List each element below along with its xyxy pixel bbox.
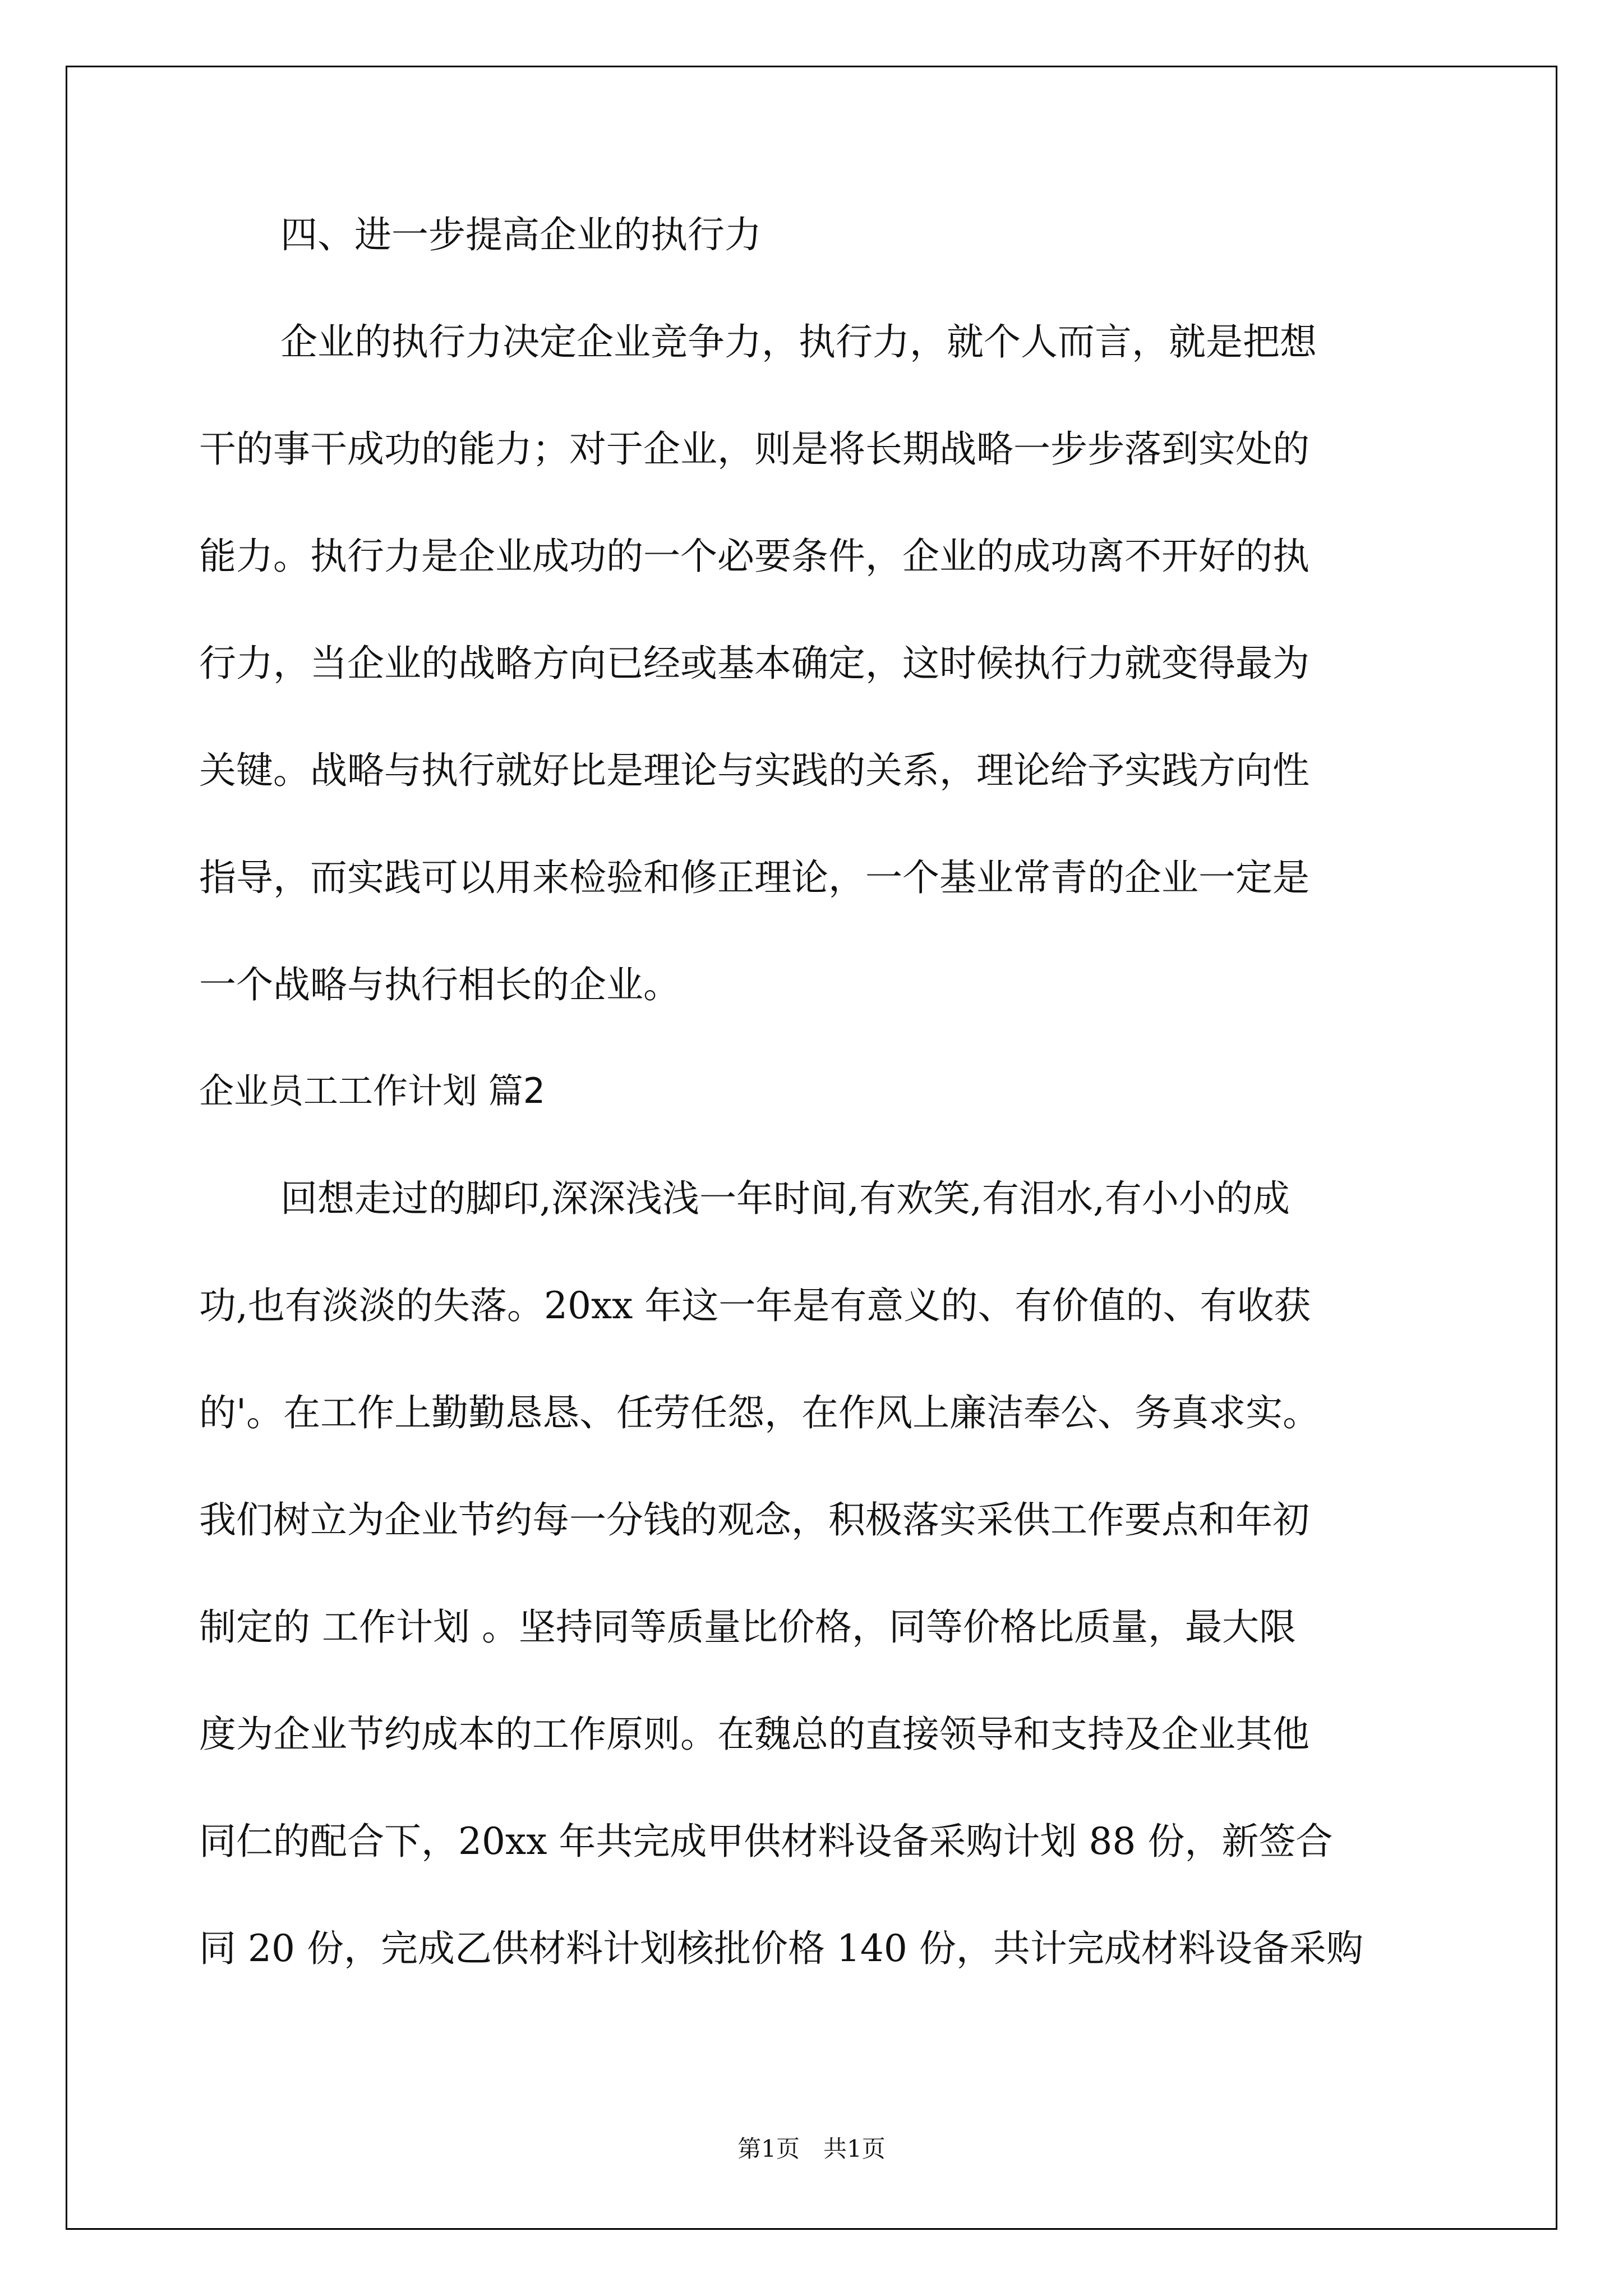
paragraph-line: 关键。战略与执行就好比是理论与实践的关系，理论给予实践方向性	[199, 749, 1310, 792]
paragraph-line: 的'。在工作上勤勤恳恳、任劳任怨，在作风上廉洁奉公、务真求实。	[199, 1391, 1320, 1434]
paragraph-line: 功,也有淡淡的失落。20xx 年这一年是有意义的、有价值的、有收获	[199, 1284, 1311, 1327]
heading: 四、进一步提高企业的执行力	[280, 213, 762, 256]
paragraph-line: 企业的执行力决定企业竞争力，执行力，就个人而言，就是把想	[280, 320, 1317, 364]
paragraph-line: 回想走过的脚印,深深浅浅一年时间,有欢笑,有泪水,有小小的成	[280, 1177, 1290, 1220]
paragraph-line: 制定的 工作计划 。坚持同等质量比价格，同等价格比质量，最大限	[199, 1605, 1296, 1649]
paragraph-line: 干的事干成功的能力；对于企业，则是将长期战略一步步落到实处的	[199, 427, 1310, 471]
paragraph-line: 行力，当企业的战略方向已经或基本确定，这时候执行力就变得最为	[199, 642, 1310, 685]
paragraph-line: 我们树立为企业节约每一分钱的观念，积极落实采供工作要点和年初	[199, 1498, 1310, 1542]
paragraph-line: 指导，而实践可以用来检验和修正理论，一个基业常青的企业一定是	[199, 856, 1310, 899]
paragraph-line: 能力。执行力是企业成功的一个必要条件，企业的成功离不开好的执	[199, 535, 1310, 578]
paragraph-line: 度为企业节约成本的工作原则。在魏总的直接领导和支持及企业其他	[199, 1713, 1310, 1756]
document-body	[199, 213, 1433, 2037]
paragraph-line: 同 20 份，完成乙供材料计划核批价格 140 份，共计完成材料设备采购	[199, 1927, 1363, 1970]
section-title: 企业员工工作计划 篇2	[199, 1070, 546, 1111]
paragraph-line: 同仁的配合下，20xx 年共完成甲供材料设备采购计划 88 份，新签合	[199, 1820, 1333, 1863]
paragraph-line: 一个战略与执行相长的企业。	[199, 963, 680, 1006]
page-footer: 第1页 共1页	[737, 2135, 886, 2162]
